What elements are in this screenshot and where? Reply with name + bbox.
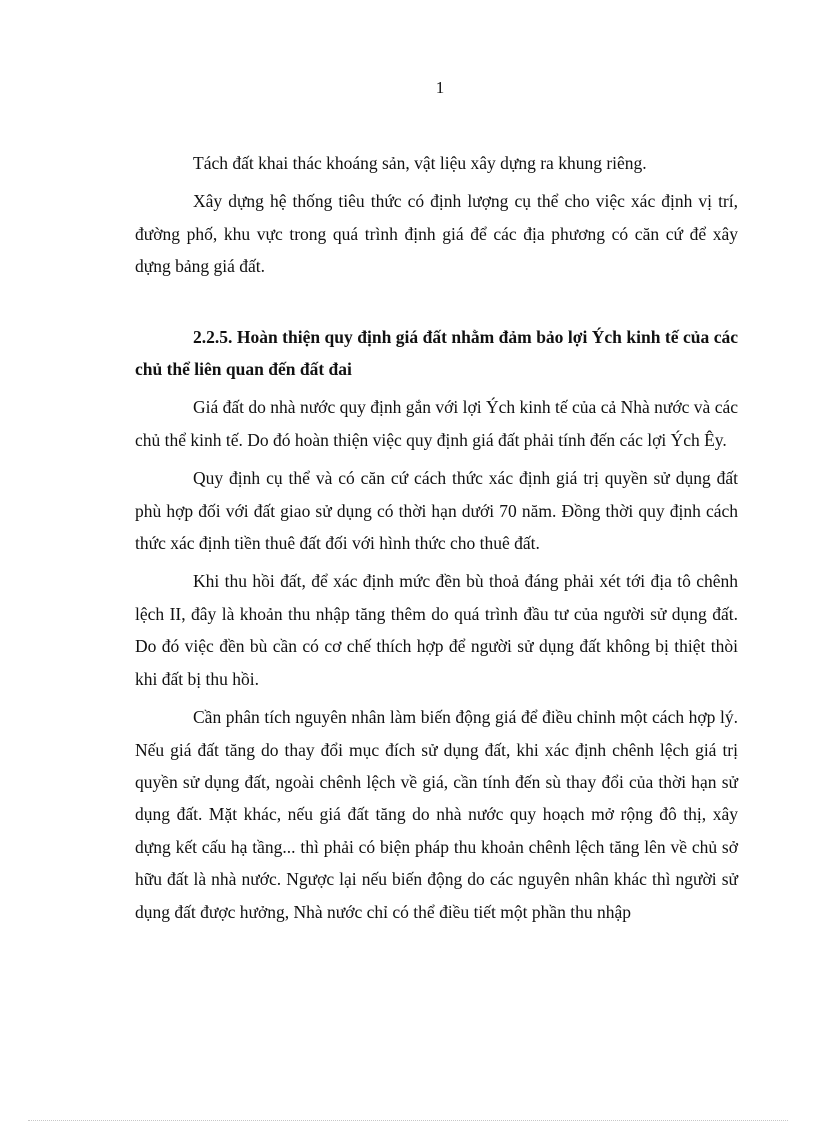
paragraph-mineral-land: Tách đất khai thác khoáng sản, vật liệu xây dựng ra khung riêng. — [193, 153, 647, 173]
section-spacer — [135, 283, 738, 321]
paragraph-price-fluctuation: Cần phân tích nguyên nhân làm biến động giá để điều chỉnh một cách hợp lý. Nếu giá đất tăng do thay đổi mục đích sử dụng đất, khi xác định chênh lệch giá trị quyền sử dụng đất, ngoài chênh lệch về giá, cần tính đến sù thay đổi của thời hạn sử dụng đất. Mặt khác, nếu giá đất tăng do nhà nước quy hoạch mở rộng đô thị, xây dựng kết cấu hạ tầng... thì phải có biện pháp thu khoản chênh lệch tăng lên về chủ sở hữu đất là nhà nước. Ngược lại nếu biến động do các nguyên nhân khác thì người sử dụng đất được hưởng, Nhà nước chỉ có thể điều tiết một phần thu nhập — [135, 707, 738, 922]
paragraph-land-use-rights: Quy định cụ thể và có căn cứ cách thức xác định giá trị quyền sử dụng đất phù hợp đối với đất giao sử dụng có thời hạn dưới 70 năm. Đồng thời quy định cách thức xác định tiền thuê đất đối với hình thức cho thuê đất. — [135, 468, 738, 554]
page-bottom-divider — [28, 1120, 788, 1121]
page-number: 1 — [435, 78, 445, 97]
paragraph-economic-interest: Giá đất do nhà nước quy định gắn với lợi Ých kinh tế của cả Nhà nước và các chủ thể kinh tế. Do đó hoàn thiện việc quy định giá đất phải tính đến các lợi Ých Êy. — [135, 397, 738, 450]
section-heading: 2.2.5. Hoàn thiện quy định giá đất nhằm đảm bảo lợi Ých kinh tế của các chủ thể liên quan đến đất đai — [135, 326, 738, 380]
document-body — [135, 147, 738, 928]
paragraph-criteria-system: Xây dựng hệ thống tiêu thức có định lượng cụ thể cho việc xác định vị trí, đường phố, khu vực trong quá trình định giá để các địa phương có căn cứ để xây dựng bảng giá đất. — [135, 191, 738, 277]
paragraph-compensation: Khi thu hồi đất, để xác định mức đền bù thoả đáng phải xét tới địa tô chênh lệch II, đây là khoản thu nhập tăng thêm do quá trình đầu tư của người sử dụng đất. Do đó việc đền bù cần có cơ chế thích hợp để người sử dụng đất không bị thiệt thòi khi đất bị thu hồi. — [135, 571, 738, 689]
